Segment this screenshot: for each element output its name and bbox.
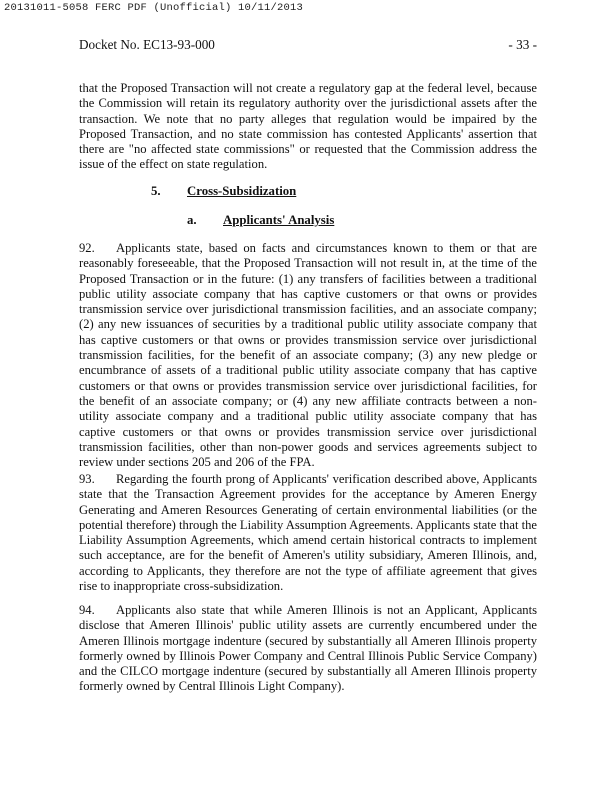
section-heading — [151, 184, 296, 199]
section-title: Cross-Subsidization — [187, 184, 297, 198]
continued-paragraph: that the Proposed Transaction will not create a regulatory gap at the federal level, because the Commission will retain its regulatory authority over the jurisdictional assets after the transaction. We note that no party alleges that regulation would be impaired by the Proposed Transaction, and no state commission has contested Applicants' assertion that there are "no affected state commissions" or requested that the Commission address the issue of the effect on state regulation. — [79, 81, 537, 172]
paragraph-number: 93. — [79, 472, 95, 486]
paragraph-text: Applicants state, based on facts and circumstances known to them or that are reasonably foreseeable, that the Proposed Transaction will not result in, at the time of the Proposed Transaction or in the future: (1) any transfers of facilities between a traditional public utility associate company that has captive customers or that owns or provides transmission service over jurisdictional transmission facilities, and an associate company; (2) any new issuances of securities by a traditional public utility associate company that has captive customers or that owns or provides transmission service over jurisdictional transmission facilities, for the benefit of an associate company; (3) any new pledge or encumbrance of assets of a traditional public utility associate company that has captive customers or that owns or provides transmission service over jurisdictional facilities, for the benefit of an associate company; or (4) any new affiliate contracts between a non-utility associate company and a traditional public utility associate company that has captive customers or that owns or provides transmission service over jurisdictional transmission facilities, other than non-power goods and services agreements subject to review under sections 205 and 206 of the FPA. — [79, 241, 537, 470]
docket-number: Docket No. EC13-93-000 — [79, 37, 215, 52]
paragraph-92 — [79, 241, 537, 470]
paragraph-93 — [79, 472, 537, 594]
paragraph-text: Applicants also state that while Ameren Illinois is not an Applicant, Applicants disclose that Ameren Illinois' public utility assets are currently encumbered under the Ameren Illinois mortgage indenture (secured by substantially all Ameren Illinois property formerly owned by Illinois Power Company and Central Illinois Public Service Company) and the CILCO mortgage indenture (secured by substantially all Ameren Illinois property formerly owned by Central Illinois Light Company). — [79, 603, 537, 694]
paragraph-94 — [79, 603, 537, 695]
paragraph-text: Regarding the fourth prong of Applicants' verification described above, Applicants state that the Transaction Agreement provides for the acceptance by Ameren Energy Generating and Ameren Resources Generating of certain environmental liabilities (or the potential therefore) through the Liability Assumption Agreements. Applicants state that the Liability Assumption Agreements, which amend certain historical contracts to implement such acceptance, are for the benefit of Ameren's utility subsidiary, Ameren Illinois, and, according to Applicants, they therefore are not the type of affiliate agreement that gives rise to inappropriate cross-subsidization. — [79, 472, 537, 594]
subsection-letter: a. — [187, 213, 197, 227]
page-number: - 33 - — [508, 37, 537, 52]
paragraph-number: 92. — [79, 241, 95, 255]
section-number: 5. — [151, 184, 161, 198]
subsection-heading — [187, 213, 334, 228]
filing-stamp: 20131011-5058 FERC PDF (Unofficial) 10/11/2013 — [4, 2, 304, 14]
subsection-title: Applicants' Analysis — [223, 213, 335, 227]
page-header — [79, 37, 537, 53]
paragraph-number: 94. — [79, 603, 95, 617]
